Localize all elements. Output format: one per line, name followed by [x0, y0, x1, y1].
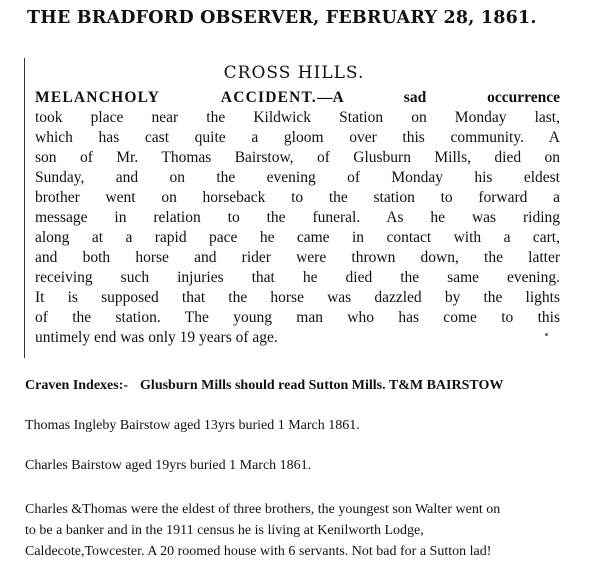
- newspaper-masthead: THE BRADFORD OBSERVER, FEBRUARY 28, 1861.: [27, 8, 537, 28]
- craven-index-note: [25, 378, 503, 394]
- clipping-lead-caps: MELANCHOLY ACCIDENT.: [35, 89, 318, 106]
- craven-index-text: Glusburn Mills should read Sutton Mills. T&M BAIRSTOW: [140, 378, 504, 393]
- clipping-line: along at a rapid pace he came in contact with a cart,: [35, 229, 560, 246]
- family-note-line: Charles &Thomas were the eldest of three brothers, the youngest son Walter went on: [25, 502, 501, 517]
- clipping-lead-line: [35, 88, 560, 108]
- burial-record: Thomas Ingleby Bairstow aged 13yrs buried 1 March 1861.: [25, 418, 360, 433]
- clipping-heading: CROSS HILLS.: [223, 63, 365, 83]
- craven-index-label: Craven Indexes:-: [25, 378, 129, 393]
- clipping-line: message in relation to the funeral. As he was riding: [35, 209, 560, 226]
- clipping-line: and both horse and rider were thrown down, the latter: [35, 249, 560, 266]
- clipping-line: which has cast quite a gloom over this community. A: [35, 129, 560, 146]
- print-speck: [545, 333, 548, 336]
- clipping-line: receiving such injuries that he died the same evening.: [35, 269, 560, 286]
- clipping-line: untimely end was only 19 years of age.: [35, 329, 278, 346]
- newspaper-clipping: [24, 58, 563, 358]
- burial-record: Charles Bairstow aged 19yrs buried 1 March 1861.: [25, 458, 312, 473]
- clipping-line: brother went on horseback to the station to forward a: [35, 189, 560, 206]
- clipping-line: of the station. The young man who has come to this: [35, 309, 560, 326]
- clipping-lead-rest: —A sad occurrence: [317, 89, 560, 106]
- clipping-line: It is supposed that the horse was dazzled by the lights: [35, 289, 560, 306]
- clipping-line: took place near the Kildwick Station on Monday last,: [35, 109, 560, 126]
- clipping-line: Sunday, and on the evening of Monday his eldest: [35, 169, 560, 186]
- clipping-body: [35, 88, 560, 348]
- family-note-line: Caldecote,Towcester. A 20 roomed house with 6 servants. Not bad for a Sutton lad!: [25, 544, 492, 559]
- clipping-line: son of Mr. Thomas Bairstow, of Glusburn Mills, died on: [35, 149, 560, 166]
- family-note-line: to be a banker and in the 1911 census he is living at Kenilworth Lodge,: [25, 523, 424, 538]
- family-note-paragraph: [25, 499, 585, 562]
